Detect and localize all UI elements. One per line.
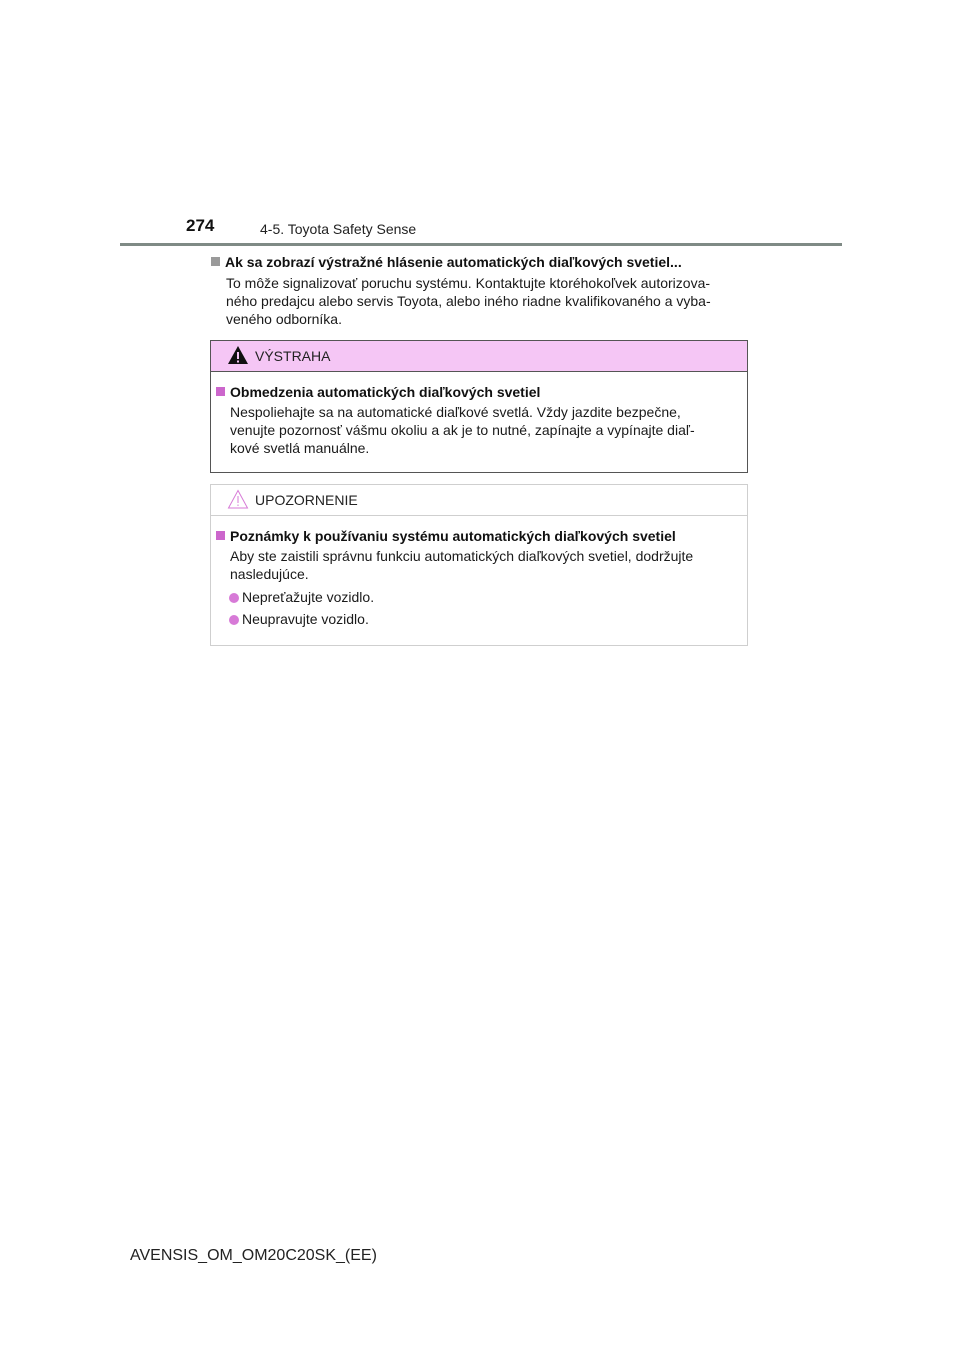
warning-box — [210, 340, 748, 473]
intro-title — [211, 254, 746, 270]
square-bullet-icon — [216, 531, 225, 540]
section-title: 4-5. Toyota Safety Sense — [260, 221, 417, 237]
warning-label: VÝSTRAHA — [255, 348, 331, 364]
square-bullet-icon — [211, 257, 220, 266]
intro-line: ného predajcu alebo servis Toyota, alebo iného riadne kvalifikovaného a vyba- — [226, 293, 711, 309]
warning-header — [211, 341, 747, 372]
intro-line: veného odborníka. — [226, 311, 342, 327]
caution-title — [216, 528, 742, 544]
caution-title-text: Poznámky k používaniu systému automatických diaľkových svetiel — [230, 528, 676, 544]
list-item — [229, 589, 742, 605]
caution-line: Aby ste zaistili správnu funkciu automatických diaľkových svetiel, dodržujte — [230, 548, 694, 564]
caution-box — [210, 484, 748, 646]
caution-header — [211, 485, 747, 516]
list-item — [229, 611, 742, 627]
footer-code: AVENSIS_OM_OM20C20SK_(EE) — [130, 1247, 377, 1264]
warning-title-text: Obmedzenia automatických diaľkových svetiel — [230, 384, 541, 400]
caution-content — [211, 516, 747, 627]
list-item-text: Neupravujte vozidlo. — [242, 611, 369, 627]
circle-bullet-icon — [229, 615, 239, 625]
intro-line: To môže signalizovať poruchu systému. Kontaktujte ktoréhokoľvek autorizova- — [226, 275, 711, 291]
warning-body — [230, 403, 742, 457]
intro-title-text: Ak sa zobrazí výstražné hlásenie automatických diaľkových svetiel... — [225, 254, 682, 270]
circle-bullet-icon — [229, 593, 239, 603]
caution-label: UPOZORNENIE — [255, 492, 358, 508]
caution-icon — [227, 489, 249, 509]
warning-line: kové svetlá manuálne. — [230, 440, 370, 456]
caution-body — [230, 547, 742, 583]
list-item-text: Nepreťažujte vozidlo. — [242, 589, 375, 605]
intro-body — [226, 274, 746, 328]
caution-line: nasledujúce. — [230, 566, 309, 582]
warning-icon — [227, 345, 249, 365]
warning-line: Nespoliehajte sa na automatické diaľkové svetlá. Vždy jazdite bezpečne, — [230, 404, 681, 420]
warning-title — [216, 384, 742, 400]
warning-content — [211, 372, 747, 457]
square-bullet-icon — [216, 387, 225, 396]
header-rule — [120, 243, 842, 246]
warning-line: venujte pozornosť vášmu okoliu a ak je to nutné, zapínajte a vypínajte diaľ- — [230, 422, 695, 438]
intro-section — [211, 254, 746, 328]
page-number: 274 — [186, 216, 215, 235]
